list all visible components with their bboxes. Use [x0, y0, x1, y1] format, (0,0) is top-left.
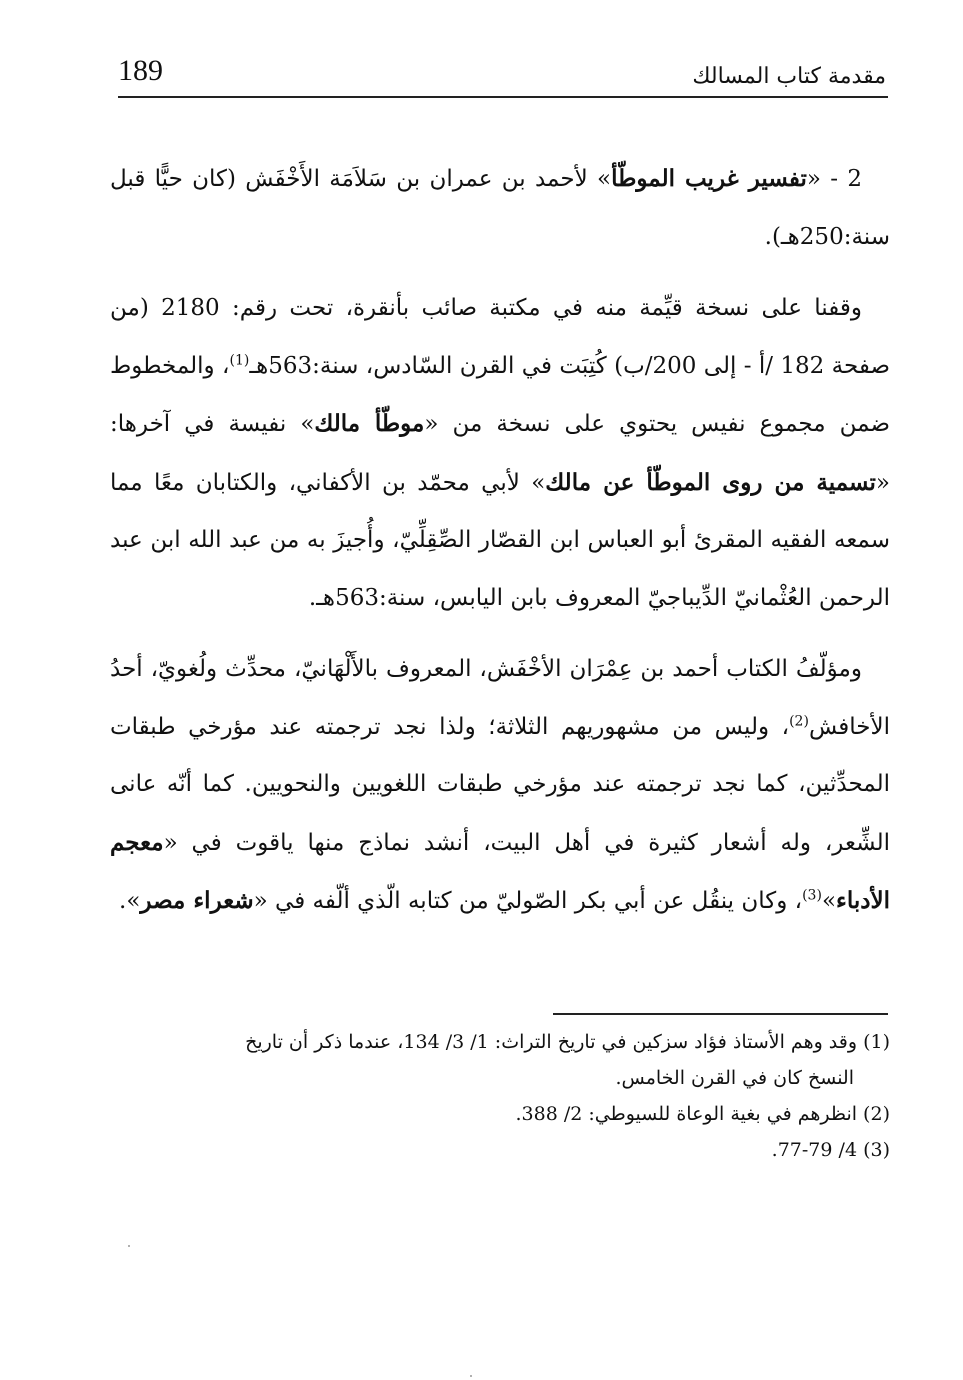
- footnote-separator: [553, 1013, 888, 1015]
- page-header: [118, 50, 888, 98]
- footnote-1-continued: النسخ كان في القرن الخامس.: [615, 1067, 854, 1089]
- text-run: » لأبي محمّد بن الأكفاني، والكتابان معًا مما سمعه الفقيه المقرئ أبو العباس ابن القصّار الصِّقِلِّيّ، وأُجيزَ به من عبد الله ابن عبد الرحمن العُثْمانيّ الدِّيباجيّ المعروف بابن اليابس، سنة:563هـ.: [110, 469, 890, 611]
- text-run: ».: [119, 888, 141, 914]
- page-number: 189: [118, 54, 163, 87]
- text-run: وقفنا على نسخة قيِّمة منه في مكتبة صائب بأنقرة، تحت رقم: 2180 (من صفحة 182 /أ - إلى 200/ب) كُتِبَت في القرن السّادس، سنة:563هـ: [110, 295, 890, 379]
- paragraph-item-2: [110, 150, 890, 266]
- text-run: ، والمخطوط ضمن مجموع نفيس يحتوي على نسخة من «: [110, 352, 890, 437]
- text-run: 2 - «: [806, 166, 863, 192]
- scan-speck: [470, 1375, 472, 1377]
- paragraph-author: [110, 641, 890, 931]
- text-run: ، وكان ينقُل عن أبي بكر الصّوليّ من كتابه الّذي ألّفه في «: [253, 888, 803, 914]
- text-run: » لأحمد بن عمران بن سَلاَمَة الأَخْفَش (كان حيًّا قبل سنة:250هـ).: [110, 166, 890, 250]
- book-title: تفسير غريب الموطّأ: [611, 165, 807, 192]
- footnote-ref-2[interactable]: (2): [789, 712, 809, 729]
- book-title: شعراء مصر: [140, 887, 254, 914]
- book-title: تسمية من روى الموطّأ عن مالك: [545, 468, 876, 496]
- book-title: معجم الأدباء: [110, 828, 890, 914]
- text-run: ومؤلّفُ الكتاب أحمد بن عِمْرَان الأخْفَش، المعروف بالأَلْهَانيّ، محدِّث ولُغويّ، أحدُ الأخافش: [110, 656, 890, 740]
- text-run: » نفيسة في آخرها: «: [110, 411, 890, 496]
- footnotes: [110, 1024, 890, 1168]
- main-text: [110, 150, 890, 945]
- footnote-1: (1) وقد وهم الأستاذ فؤاد سزكين في تاريخ التراث: 1/ 3/ 134، عندما ذكر أن تاريخ: [245, 1031, 890, 1053]
- text-run: ، وليس من مشهوريهم الثلاثة؛ ولذا نجد ترجمته عند مؤرخي طبقات المحدِّثين، كما نجد ترجمته عند مؤرخي طبقات اللغويين والنحويين. كما أنّه عانى الشِّعر، وله أشعار كثيرة في أهل البيت، أنشد نماذج منها ياقوت في «: [110, 713, 890, 856]
- scan-speck: [128, 1245, 130, 1247]
- running-title: مقدمة كتاب المسالك: [692, 64, 886, 89]
- paragraph-manuscript: [110, 280, 890, 627]
- footnote-ref-3[interactable]: (3): [802, 887, 822, 904]
- footnote-2: (2) انظرهم في بغية الوعاة للسيوطي: 2/ 388.: [515, 1103, 890, 1125]
- footnote-ref-1[interactable]: (1): [229, 351, 250, 368]
- footnote-3: (3) 4/ 77-79.: [771, 1139, 890, 1161]
- book-title: موطّأ مالك: [314, 410, 425, 437]
- text-run: »: [821, 888, 837, 914]
